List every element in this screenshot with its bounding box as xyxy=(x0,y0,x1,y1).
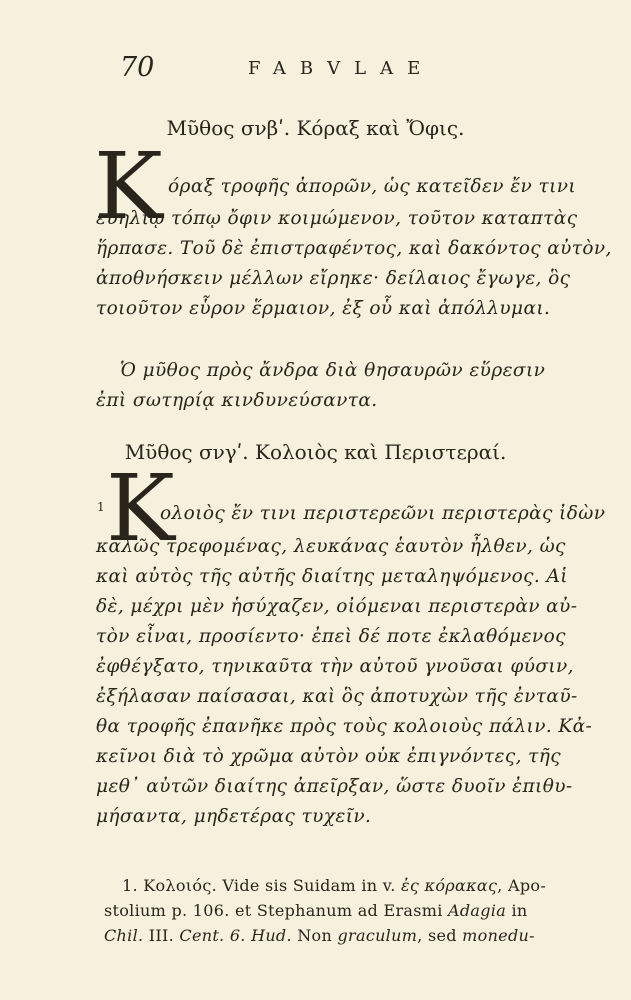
fable-2-line: τὸν εἶναι, προσίεντο· ἐπεὶ δέ ποτε ἐκλαθόμενος xyxy=(96,626,566,647)
fable-2-line: θα τροφῆς ἐπανῆκε πρὸς τοὺς κολοιοὺς πάλιν. Κἀ- xyxy=(96,716,593,737)
footnote-reference: 1 xyxy=(97,500,105,514)
fable-1-title: Μῦθος σνβʹ. Κόραξ καὶ Ὄφις. xyxy=(166,116,465,140)
fable-2-line: κεῖνοι διὰ τὸ χρῶμα αὐτὸν οὐκ ἐπιγνόντες, τῆς xyxy=(96,746,562,767)
running-title: FABVLAE xyxy=(248,58,435,79)
fable-1-line: όραξ τροφῆς ἀπορῶν, ὡς κατεῖδεν ἔν τινι xyxy=(168,176,577,197)
page-header xyxy=(120,52,560,86)
fable-1-dropcap: Κ xyxy=(94,133,163,240)
fable-2-line: μήσαντα, μηδετέρας τυχεῖν. xyxy=(96,806,372,827)
page-number: 70 xyxy=(120,52,155,83)
fable-2-line: καλῶς τρεφομένας, λευκάνας ἑαυτὸν ἦλθεν, ὡς xyxy=(96,536,566,557)
fable-1-moral: ἐπὶ σωτηρίᾳ κινδυνεύσαντα. xyxy=(96,390,378,411)
fable-1-line: εὐηλίῳ τόπῳ ὄφιν κοιμώμενον, τοῦτον καταπτὰς xyxy=(96,208,578,229)
fable-1-line: ἥρπασε. Τοῦ δὲ ἐπιστραφέντος, καὶ δακόντος αὐτὸν, xyxy=(96,238,612,259)
fable-2-line: ἐξήλασαν παίσασαι, καὶ ὃς ἀποτυχὼν τῆς ἐνταῦ- xyxy=(96,686,578,707)
footnote-line: Chil. III. Cent. 6. Hud. Non graculum, sed monedu- xyxy=(104,926,535,945)
fable-1-moral: Ὁ μῦθος πρὸς ἄνδρα διὰ θησαυρῶν εὕρεσιν xyxy=(120,360,546,381)
fable-2-line: ἐφθέγξατο, τηνικαῦτα τὴν αὐτοῦ γνοῦσαι φύσιν, xyxy=(96,656,574,677)
fable-2-line: καὶ αὐτὸς τῆς αὐτῆς διαίτης μεταληψόμενος. Αἱ xyxy=(96,566,568,587)
fable-2-line: δὲ, μέχρι μὲν ἡσύχαζεν, οἰόμεναι περιστερὰν αὐ- xyxy=(96,596,578,617)
footnote-line: stolium p. 106. et Stephanum ad Erasmi Adagia in xyxy=(104,901,528,920)
fable-2-line: μεθ᾽ αὐτῶν διαίτης ἀπεῖρξαν, ὥστε δυοῖν ἐπιθυ- xyxy=(96,776,573,797)
fable-2-dropcap: Κ xyxy=(106,455,175,562)
fable-1-line: ἀποθνήσκειν μέλλων εἴρηκε· δείλαιος ἔγωγε, ὃς xyxy=(96,268,571,289)
fable-2-line: ολοιὸς ἔν τινι περιστερεῶνι περιστερὰς ἰδὼν xyxy=(160,503,606,524)
fable-2-title: Μῦθος σνγʹ. Κολοιὸς καὶ Περιστεραί. xyxy=(124,440,507,464)
footnote-line: 1. Κολοιός. Vide sis Suidam in v. ἐς κόρακας, Apo- xyxy=(122,876,547,895)
fable-1-line: τοιοῦτον εὗρον ἕρμαιον, ἐξ οὗ καὶ ἀπόλλυμαι. xyxy=(96,298,551,319)
